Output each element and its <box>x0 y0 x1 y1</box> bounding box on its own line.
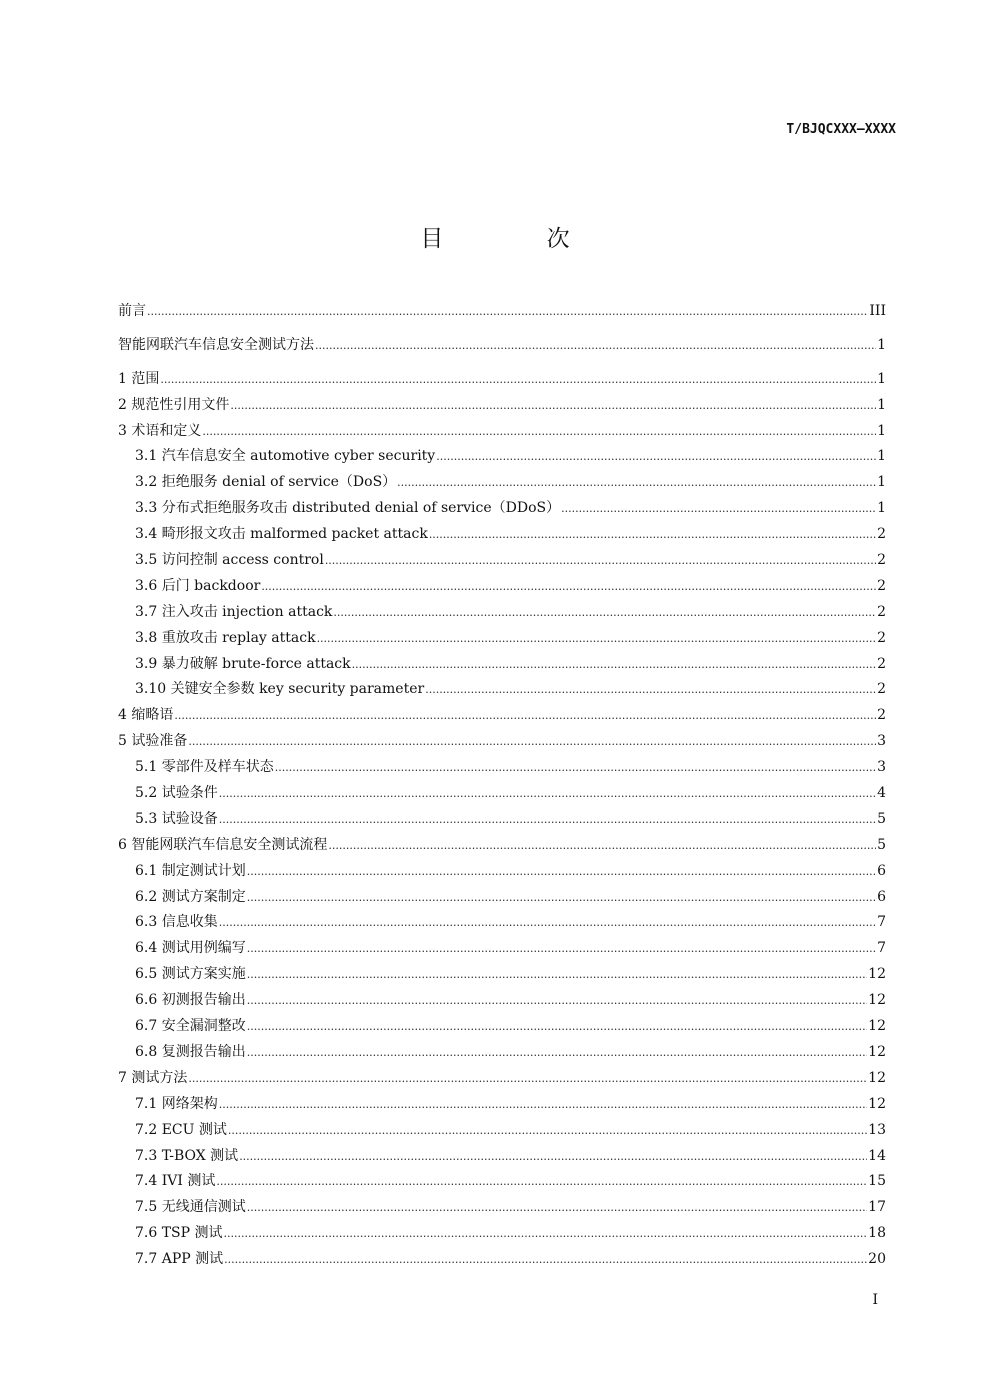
toc-dot-leader <box>247 940 876 956</box>
toc-entry-page: 1 <box>877 500 886 517</box>
toc-entry[interactable] <box>118 756 886 782</box>
toc-dot-leader <box>247 863 876 879</box>
table-of-contents <box>118 300 886 1274</box>
toc-entry-page: 2 <box>877 526 886 543</box>
toc-entry-page: 7 <box>877 914 886 931</box>
toc-entry-page: 2 <box>877 629 886 646</box>
toc-entry-page: 5 <box>877 810 886 827</box>
toc-entry[interactable] <box>118 730 886 756</box>
toc-dot-leader <box>219 1096 867 1112</box>
toc-entry[interactable] <box>118 1170 886 1196</box>
toc-entry-page: 4 <box>877 785 886 802</box>
toc-entry-label: 3.5 访问控制 access control <box>135 552 324 569</box>
toc-entry[interactable] <box>118 989 886 1015</box>
toc-entry-label: 3.10 关键安全参数 key security parameter <box>135 681 425 698</box>
toc-entry-label: 7.4 IVI 测试 <box>135 1173 216 1190</box>
toc-entry-label: 6.2 测试方案制定 <box>135 888 246 905</box>
toc-entry[interactable] <box>118 394 886 420</box>
toc-dot-leader <box>247 1044 867 1060</box>
toc-dot-leader <box>275 759 876 775</box>
toc-entry[interactable] <box>118 368 886 394</box>
toc-entry[interactable] <box>118 937 886 963</box>
toc-dot-leader <box>561 500 876 516</box>
toc-entry[interactable] <box>118 704 886 730</box>
toc-entry[interactable] <box>118 886 886 912</box>
toc-entry[interactable] <box>118 653 886 679</box>
toc-entry-label: 6.8 复测报告输出 <box>135 1043 246 1060</box>
document-code: T/BJQCXXX—XXXX <box>786 122 896 137</box>
toc-entry-page: 6 <box>877 888 886 905</box>
toc-entry-page: 2 <box>877 707 886 724</box>
toc-entry[interactable] <box>118 575 886 601</box>
toc-entry-label: 6.4 测试用例编写 <box>135 940 246 957</box>
toc-entry-label: 5 试验准备 <box>118 733 188 750</box>
toc-entry-label: 7.7 APP 测试 <box>135 1251 224 1268</box>
toc-entry-page: 1 <box>877 448 886 465</box>
toc-entry-page: 12 <box>868 966 886 983</box>
toc-entry[interactable] <box>118 911 886 937</box>
toc-entry-label: 3.1 汽车信息安全 automotive cyber security <box>135 448 436 465</box>
toc-entry[interactable] <box>118 1041 886 1067</box>
toc-entry-page: 7 <box>877 940 886 957</box>
toc-entry-label: 3.8 重放攻击 replay attack <box>135 629 316 646</box>
toc-entry[interactable] <box>118 808 886 834</box>
toc-dot-leader <box>352 656 876 672</box>
toc-entry[interactable] <box>118 523 886 549</box>
toc-entry-label: 6.7 安全漏洞整改 <box>135 1018 246 1035</box>
toc-dot-leader <box>230 397 876 413</box>
toc-entry-page: 3 <box>877 759 886 776</box>
toc-entry[interactable] <box>118 782 886 808</box>
toc-entry[interactable] <box>118 601 886 627</box>
toc-entry-page: 2 <box>877 603 886 620</box>
toc-dot-leader <box>317 630 877 646</box>
toc-entry-page: 2 <box>877 552 886 569</box>
toc-dot-leader <box>247 889 876 905</box>
toc-dot-leader <box>219 811 876 827</box>
toc-dot-leader <box>325 552 876 568</box>
toc-dot-leader <box>247 1199 867 1215</box>
toc-entry-label: 6.1 制定测试计划 <box>135 862 246 879</box>
toc-entry-page: 1 <box>877 474 886 491</box>
toc-entry-page: 1 <box>877 336 886 353</box>
page-title: 目 次 <box>420 226 618 252</box>
toc-dot-leader <box>239 1148 867 1164</box>
toc-entry-label: 3.9 暴力破解 brute-force attack <box>135 655 351 672</box>
toc-dot-leader <box>247 966 867 982</box>
toc-entry[interactable] <box>118 1248 886 1274</box>
toc-entry-page: 12 <box>868 992 886 1009</box>
toc-entry-label: 6.3 信息收集 <box>135 914 218 931</box>
toc-dot-leader <box>333 604 876 620</box>
toc-dot-leader <box>219 785 876 801</box>
toc-entry[interactable] <box>118 1093 886 1119</box>
toc-entry-label: 5.2 试验条件 <box>135 785 218 802</box>
toc-dot-leader <box>397 474 876 490</box>
page-number: I <box>872 1292 878 1308</box>
toc-entry[interactable] <box>118 860 886 886</box>
toc-entry-label: 5.1 零部件及样车状态 <box>135 759 274 776</box>
toc-entry-label: 6 智能网联汽车信息安全测试流程 <box>118 836 328 853</box>
toc-entry[interactable] <box>118 549 886 575</box>
toc-dot-leader <box>425 681 876 697</box>
toc-dot-leader <box>224 1225 868 1241</box>
toc-entry[interactable] <box>118 300 886 326</box>
toc-entry[interactable] <box>118 334 886 360</box>
toc-entry-page: III <box>869 303 886 319</box>
toc-entry-page: 6 <box>877 862 886 879</box>
toc-entry-page: 13 <box>868 1121 886 1138</box>
toc-entry-page: 17 <box>868 1199 886 1216</box>
toc-entry[interactable] <box>118 1119 886 1145</box>
toc-dot-leader <box>160 371 876 387</box>
toc-entry-label: 1 范围 <box>118 370 160 387</box>
toc-entry-page: 14 <box>868 1147 886 1164</box>
toc-entry-page: 18 <box>868 1225 886 1242</box>
toc-entry[interactable] <box>118 627 886 653</box>
toc-entry-page: 2 <box>877 577 886 594</box>
toc-entry-label: 2 规范性引用文件 <box>118 396 230 413</box>
toc-dot-leader <box>429 526 876 542</box>
toc-dot-leader <box>247 992 867 1008</box>
toc-entry-page: 3 <box>877 733 886 750</box>
toc-entry-page: 12 <box>868 1069 886 1086</box>
toc-entry-label: 7.1 网络架构 <box>135 1095 218 1112</box>
toc-dot-leader <box>188 733 876 749</box>
toc-dot-leader <box>219 914 876 930</box>
toc-entry[interactable] <box>118 963 886 989</box>
toc-dot-leader <box>228 1122 867 1138</box>
toc-entry-label: 7.5 无线通信测试 <box>135 1199 246 1216</box>
toc-dot-leader <box>216 1173 867 1189</box>
toc-entry-label: 7.6 TSP 测试 <box>135 1225 223 1242</box>
toc-entry-page: 5 <box>877 836 886 853</box>
toc-entry-label: 4 缩略语 <box>118 707 174 724</box>
toc-entry-page: 12 <box>868 1095 886 1112</box>
toc-dot-leader <box>315 337 876 353</box>
toc-entry[interactable] <box>118 1222 886 1248</box>
toc-entry-page: 15 <box>868 1173 886 1190</box>
toc-entry-page: 1 <box>877 422 886 439</box>
toc-entry-label: 3.6 后门 backdoor <box>135 577 261 594</box>
toc-entry-label: 3 术语和定义 <box>118 422 202 439</box>
toc-entry-page: 1 <box>877 370 886 387</box>
toc-entry-page: 2 <box>877 681 886 698</box>
toc-dot-leader <box>247 1018 867 1034</box>
toc-entry-label: 6.6 初测报告输出 <box>135 992 246 1009</box>
toc-entry-label: 7 测试方法 <box>118 1069 188 1086</box>
toc-dot-leader <box>174 707 876 723</box>
toc-entry-label: 6.5 测试方案实施 <box>135 966 246 983</box>
toc-entry-label: 3.3 分布式拒绝服务攻击 distributed denial of service（DDoS） <box>135 500 561 517</box>
toc-entry-page: 2 <box>877 655 886 672</box>
toc-entry[interactable] <box>118 834 886 860</box>
toc-entry-label: 3.7 注入攻击 injection attack <box>135 603 333 620</box>
toc-dot-leader <box>436 448 876 464</box>
toc-entry[interactable] <box>118 445 886 471</box>
toc-dot-leader <box>328 837 876 853</box>
toc-dot-leader <box>261 578 876 594</box>
toc-entry[interactable] <box>118 471 886 497</box>
toc-dot-leader <box>188 1070 867 1086</box>
toc-entry[interactable] <box>118 1145 886 1171</box>
toc-entry[interactable] <box>118 420 886 446</box>
toc-entry[interactable] <box>118 1015 886 1041</box>
toc-entry-label: 5.3 试验设备 <box>135 810 218 827</box>
toc-entry-page: 12 <box>868 1018 886 1035</box>
toc-entry-label: 7.2 ECU 测试 <box>135 1121 227 1138</box>
toc-dot-leader <box>147 303 868 319</box>
toc-entry-label: 3.2 拒绝服务 denial of service（DoS） <box>135 474 397 491</box>
toc-entry-label: 智能网联汽车信息安全测试方法 <box>118 336 314 353</box>
toc-entry[interactable] <box>118 1067 886 1093</box>
toc-entry[interactable] <box>118 678 886 704</box>
toc-dot-leader <box>224 1251 867 1267</box>
toc-entry[interactable] <box>118 497 886 523</box>
toc-entry-page: 20 <box>868 1251 886 1268</box>
toc-dot-leader <box>202 423 876 439</box>
toc-entry-label: 7.3 T-BOX 测试 <box>135 1147 239 1164</box>
toc-entry-label: 前言 <box>118 303 146 319</box>
toc-entry-page: 1 <box>877 396 886 413</box>
toc-entry-page: 12 <box>868 1043 886 1060</box>
toc-entry-label: 3.4 畸形报文攻击 malformed packet attack <box>135 526 428 543</box>
toc-entry[interactable] <box>118 1196 886 1222</box>
